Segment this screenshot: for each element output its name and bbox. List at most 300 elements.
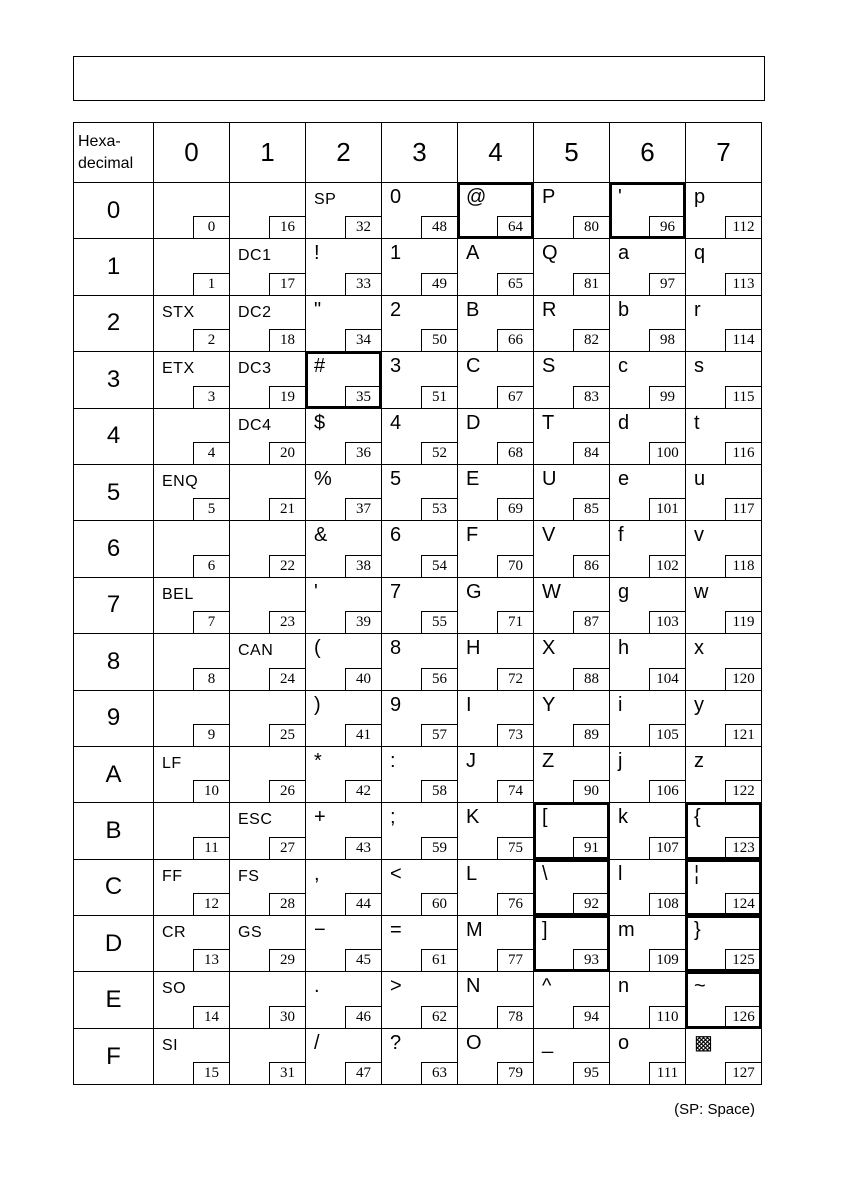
character-symbol: ( <box>314 637 321 660</box>
code-cell-52 <box>382 408 458 464</box>
decimal-code: 14 <box>193 1006 229 1028</box>
decimal-code: 96 <box>649 216 685 238</box>
character-symbol: x <box>694 637 704 660</box>
code-cell-73 <box>458 690 534 746</box>
decimal-code: 38 <box>345 555 381 577</box>
code-cell-43 <box>306 803 382 859</box>
code-cell-45 <box>306 916 382 972</box>
row-header-E: E <box>74 972 154 1028</box>
decimal-code: 27 <box>269 837 305 859</box>
decimal-code: 50 <box>421 329 457 351</box>
decimal-code: 118 <box>725 555 761 577</box>
character-code-table <box>73 122 762 1085</box>
code-cell-110 <box>610 972 686 1028</box>
row-header-3: 3 <box>74 352 154 408</box>
code-cell-92 <box>534 859 610 915</box>
code-cell-106 <box>610 746 686 802</box>
code-cell-41 <box>306 690 382 746</box>
code-cell-80 <box>534 183 610 239</box>
table-row <box>74 577 762 633</box>
character-symbol: p <box>694 186 706 208</box>
code-cell-48 <box>382 183 458 239</box>
decimal-code: 41 <box>345 724 381 746</box>
decimal-code: 3 <box>193 386 229 408</box>
decimal-code: 20 <box>269 442 305 464</box>
header-row <box>74 123 762 183</box>
decimal-code: 15 <box>193 1062 229 1084</box>
table-body <box>74 183 762 1085</box>
code-cell-100 <box>610 408 686 464</box>
code-cell-104 <box>610 634 686 690</box>
character-symbol: b <box>618 298 630 321</box>
decimal-code: 89 <box>573 724 609 746</box>
character-symbol: h <box>618 637 630 660</box>
table-row <box>74 746 762 802</box>
decimal-code: 110 <box>649 1006 685 1028</box>
decimal-code: 92 <box>573 893 609 915</box>
table-row <box>74 408 762 464</box>
decimal-code: 0 <box>193 216 229 238</box>
column-header-3: 3 <box>382 123 458 183</box>
row-header-4: 4 <box>74 408 154 464</box>
code-cell-126 <box>686 972 762 1028</box>
row-header-9: 9 <box>74 690 154 746</box>
character-symbol: Z <box>542 749 555 772</box>
code-cell-8 <box>154 634 230 690</box>
character-symbol: * <box>314 749 322 772</box>
character-symbol: SO <box>162 980 187 998</box>
character-symbol: ; <box>390 806 396 829</box>
character-symbol: Y <box>542 693 556 716</box>
character-symbol: d <box>618 411 630 434</box>
code-cell-36 <box>306 408 382 464</box>
character-symbol: B <box>466 298 480 321</box>
decimal-code: 79 <box>497 1062 533 1084</box>
table-row <box>74 1028 762 1084</box>
code-cell-19 <box>230 352 306 408</box>
decimal-code: 4 <box>193 442 229 464</box>
decimal-code: 33 <box>345 273 381 295</box>
code-cell-102 <box>610 521 686 577</box>
character-symbol: v <box>694 524 704 547</box>
row-header-C: C <box>74 859 154 915</box>
decimal-code: 31 <box>269 1062 305 1084</box>
table-row <box>74 239 762 295</box>
code-cell-5 <box>154 464 230 520</box>
code-cell-6 <box>154 521 230 577</box>
code-cell-121 <box>686 690 762 746</box>
character-symbol: L <box>466 862 478 885</box>
character-symbol: 6 <box>390 524 402 547</box>
character-symbol: FS <box>238 867 260 885</box>
character-symbol: CAN <box>238 642 274 660</box>
decimal-code: 72 <box>497 668 533 690</box>
decimal-code: 112 <box>725 216 761 238</box>
code-cell-72 <box>458 634 534 690</box>
decimal-code: 43 <box>345 837 381 859</box>
decimal-code: 86 <box>573 555 609 577</box>
character-symbol: ESC <box>238 811 273 829</box>
decimal-code: 25 <box>269 724 305 746</box>
decimal-code: 42 <box>345 780 381 802</box>
decimal-code: 122 <box>725 780 761 802</box>
title-box <box>73 56 765 101</box>
column-header-6: 6 <box>610 123 686 183</box>
character-symbol: G <box>466 580 482 603</box>
decimal-code: 124 <box>725 893 761 915</box>
code-cell-83 <box>534 352 610 408</box>
decimal-code: 12 <box>193 893 229 915</box>
row-header-5: 5 <box>74 464 154 520</box>
character-symbol: y <box>694 693 704 716</box>
code-cell-35 <box>306 352 382 408</box>
decimal-code: 119 <box>725 611 761 633</box>
character-symbol: 0 <box>390 186 402 208</box>
code-cell-24 <box>230 634 306 690</box>
character-symbol: ? <box>390 1031 402 1054</box>
decimal-code: 11 <box>193 837 229 859</box>
code-cell-89 <box>534 690 610 746</box>
decimal-code: 69 <box>497 498 533 520</box>
code-cell-85 <box>534 464 610 520</box>
code-cell-29 <box>230 916 306 972</box>
character-symbol: w <box>694 580 709 603</box>
character-symbol: R <box>542 298 557 321</box>
table-row <box>74 859 762 915</box>
code-cell-11 <box>154 803 230 859</box>
character-symbol: BEL <box>162 585 194 603</box>
character-symbol: H <box>466 637 481 660</box>
character-symbol: n <box>618 975 630 998</box>
character-symbol: 8 <box>390 637 402 660</box>
decimal-code: 95 <box>573 1062 609 1084</box>
decimal-code: 36 <box>345 442 381 464</box>
character-symbol: . <box>314 975 320 998</box>
decimal-code: 66 <box>497 329 533 351</box>
decimal-code: 101 <box>649 498 685 520</box>
code-cell-118 <box>686 521 762 577</box>
character-symbol: { <box>694 806 701 829</box>
character-symbol: ¦ <box>694 862 700 885</box>
code-cell-34 <box>306 295 382 351</box>
decimal-code: 39 <box>345 611 381 633</box>
character-symbol: 9 <box>390 693 402 716</box>
row-header-F: F <box>74 1028 154 1084</box>
decimal-code: 49 <box>421 273 457 295</box>
decimal-code: 104 <box>649 668 685 690</box>
decimal-code: 52 <box>421 442 457 464</box>
table-row <box>74 803 762 859</box>
code-cell-70 <box>458 521 534 577</box>
character-symbol: [ <box>542 806 548 829</box>
code-cell-64 <box>458 183 534 239</box>
character-symbol: z <box>694 749 704 772</box>
row-header-2: 2 <box>74 295 154 351</box>
character-symbol: M <box>466 919 483 942</box>
character-symbol: m <box>618 919 635 942</box>
character-symbol: O <box>466 1031 482 1054</box>
decimal-code: 18 <box>269 329 305 351</box>
code-cell-93 <box>534 916 610 972</box>
character-symbol: STX <box>162 303 195 321</box>
code-cell-127 <box>686 1028 762 1084</box>
code-cell-82 <box>534 295 610 351</box>
decimal-code: 59 <box>421 837 457 859</box>
corner-line-2: decimal <box>78 154 134 172</box>
decimal-code: 108 <box>649 893 685 915</box>
decimal-code: 81 <box>573 273 609 295</box>
code-cell-44 <box>306 859 382 915</box>
character-symbol: J <box>466 749 476 772</box>
code-cell-79 <box>458 1028 534 1084</box>
character-symbol: ETX <box>162 360 195 378</box>
decimal-code: 35 <box>345 386 381 408</box>
decimal-code: 111 <box>649 1062 685 1084</box>
code-cell-103 <box>610 577 686 633</box>
character-symbol: : <box>390 749 396 772</box>
row-header-7: 7 <box>74 577 154 633</box>
code-cell-101 <box>610 464 686 520</box>
decimal-code: 106 <box>649 780 685 802</box>
decimal-code: 62 <box>421 1006 457 1028</box>
code-cell-88 <box>534 634 610 690</box>
decimal-code: 68 <box>497 442 533 464</box>
footnote: (SP: Space) <box>674 1101 755 1118</box>
decimal-code: 32 <box>345 216 381 238</box>
character-symbol: 1 <box>390 242 402 265</box>
character-symbol: = <box>390 919 402 942</box>
character-symbol: l <box>618 862 623 885</box>
code-cell-114 <box>686 295 762 351</box>
decimal-code: 44 <box>345 893 381 915</box>
decimal-code: 77 <box>497 949 533 971</box>
decimal-code: 105 <box>649 724 685 746</box>
decimal-code: 16 <box>269 216 305 238</box>
code-cell-68 <box>458 408 534 464</box>
code-cell-57 <box>382 690 458 746</box>
character-symbol: − <box>314 919 326 942</box>
code-cell-28 <box>230 859 306 915</box>
column-header-1: 1 <box>230 123 306 183</box>
code-cell-96 <box>610 183 686 239</box>
row-header-1: 1 <box>74 239 154 295</box>
decimal-code: 63 <box>421 1062 457 1084</box>
decimal-code: 109 <box>649 949 685 971</box>
code-cell-63 <box>382 1028 458 1084</box>
character-symbol: 2 <box>390 298 402 321</box>
character-symbol: r <box>694 298 701 321</box>
code-cell-18 <box>230 295 306 351</box>
code-cell-50 <box>382 295 458 351</box>
decimal-code: 115 <box>725 386 761 408</box>
decimal-code: 67 <box>497 386 533 408</box>
code-cell-17 <box>230 239 306 295</box>
character-symbol: @ <box>466 186 487 208</box>
decimal-code: 97 <box>649 273 685 295</box>
decimal-code: 19 <box>269 386 305 408</box>
code-cell-40 <box>306 634 382 690</box>
decimal-code: 61 <box>421 949 457 971</box>
character-symbol: GS <box>238 924 263 942</box>
decimal-code: 91 <box>573 837 609 859</box>
decimal-code: 10 <box>193 780 229 802</box>
character-symbol: + <box>314 806 326 829</box>
code-cell-3 <box>154 352 230 408</box>
code-cell-21 <box>230 464 306 520</box>
row-header-6: 6 <box>74 521 154 577</box>
code-cell-99 <box>610 352 686 408</box>
code-cell-60 <box>382 859 458 915</box>
decimal-code: 37 <box>345 498 381 520</box>
character-symbol: g <box>618 580 630 603</box>
character-symbol: , <box>314 862 320 885</box>
code-cell-33 <box>306 239 382 295</box>
decimal-code: 57 <box>421 724 457 746</box>
code-cell-119 <box>686 577 762 633</box>
code-cell-86 <box>534 521 610 577</box>
code-cell-94 <box>534 972 610 1028</box>
code-cell-116 <box>686 408 762 464</box>
code-cell-108 <box>610 859 686 915</box>
character-symbol: e <box>618 467 630 490</box>
decimal-code: 55 <box>421 611 457 633</box>
code-cell-78 <box>458 972 534 1028</box>
character-symbol: C <box>466 355 481 378</box>
character-symbol: c <box>618 355 628 378</box>
character-symbol: A <box>466 242 480 265</box>
corner-line-1: Hexa- <box>78 132 121 150</box>
code-cell-47 <box>306 1028 382 1084</box>
code-cell-84 <box>534 408 610 464</box>
row-header-0: 0 <box>74 183 154 239</box>
character-symbol: t <box>694 411 700 434</box>
decimal-code: 78 <box>497 1006 533 1028</box>
code-cell-122 <box>686 746 762 802</box>
character-symbol: I <box>466 693 472 716</box>
code-cell-120 <box>686 634 762 690</box>
code-cell-74 <box>458 746 534 802</box>
decimal-code: 90 <box>573 780 609 802</box>
code-cell-125 <box>686 916 762 972</box>
code-cell-55 <box>382 577 458 633</box>
character-symbol: < <box>390 862 402 885</box>
code-cell-4 <box>154 408 230 464</box>
character-symbol: > <box>390 975 402 998</box>
character-symbol: DC3 <box>238 360 272 378</box>
decimal-code: 53 <box>421 498 457 520</box>
code-cell-13 <box>154 916 230 972</box>
code-cell-0 <box>154 183 230 239</box>
code-cell-65 <box>458 239 534 295</box>
character-symbol: ~ <box>694 975 706 998</box>
decimal-code: 47 <box>345 1062 381 1084</box>
character-symbol: 7 <box>390 580 402 603</box>
code-cell-27 <box>230 803 306 859</box>
character-symbol: u <box>694 467 706 490</box>
code-cell-67 <box>458 352 534 408</box>
character-symbol: q <box>694 242 706 265</box>
decimal-code: 48 <box>421 216 457 238</box>
code-cell-22 <box>230 521 306 577</box>
code-cell-59 <box>382 803 458 859</box>
code-cell-54 <box>382 521 458 577</box>
decimal-code: 9 <box>193 724 229 746</box>
character-symbol: o <box>618 1031 630 1054</box>
character-symbol: E <box>466 467 480 490</box>
decimal-code: 75 <box>497 837 533 859</box>
decimal-code: 83 <box>573 386 609 408</box>
decimal-code: 65 <box>497 273 533 295</box>
decimal-code: 7 <box>193 611 229 633</box>
decimal-code: 28 <box>269 893 305 915</box>
code-cell-46 <box>306 972 382 1028</box>
code-cell-91 <box>534 803 610 859</box>
character-symbol: k <box>618 806 628 829</box>
character-symbol: DC2 <box>238 303 272 321</box>
decimal-code: 60 <box>421 893 457 915</box>
code-cell-12 <box>154 859 230 915</box>
decimal-code: 40 <box>345 668 381 690</box>
table-row <box>74 916 762 972</box>
character-symbol: ▩ <box>694 1031 713 1054</box>
character-symbol: Q <box>542 242 558 265</box>
code-cell-42 <box>306 746 382 802</box>
character-symbol: FF <box>162 867 183 885</box>
column-header-5: 5 <box>534 123 610 183</box>
code-cell-62 <box>382 972 458 1028</box>
table-row <box>74 521 762 577</box>
decimal-code: 107 <box>649 837 685 859</box>
decimal-code: 26 <box>269 780 305 802</box>
decimal-code: 46 <box>345 1006 381 1028</box>
table-row <box>74 464 762 520</box>
code-cell-75 <box>458 803 534 859</box>
character-symbol: _ <box>542 1031 554 1054</box>
decimal-code: 8 <box>193 668 229 690</box>
code-cell-30 <box>230 972 306 1028</box>
decimal-code: 56 <box>421 668 457 690</box>
character-symbol: N <box>466 975 481 998</box>
code-cell-37 <box>306 464 382 520</box>
decimal-code: 123 <box>725 837 761 859</box>
decimal-code: 71 <box>497 611 533 633</box>
character-symbol: ! <box>314 242 320 265</box>
code-cell-87 <box>534 577 610 633</box>
character-symbol: % <box>314 467 332 490</box>
decimal-code: 21 <box>269 498 305 520</box>
code-cell-15 <box>154 1028 230 1084</box>
column-header-0: 0 <box>154 123 230 183</box>
character-symbol: ] <box>542 919 548 942</box>
character-symbol: CR <box>162 924 187 942</box>
code-cell-109 <box>610 916 686 972</box>
decimal-code: 24 <box>269 668 305 690</box>
code-cell-77 <box>458 916 534 972</box>
table-row <box>74 972 762 1028</box>
decimal-code: 93 <box>573 949 609 971</box>
code-cell-23 <box>230 577 306 633</box>
code-cell-115 <box>686 352 762 408</box>
decimal-code: 100 <box>649 442 685 464</box>
character-symbol: K <box>466 806 480 829</box>
character-symbol: DC1 <box>238 247 272 265</box>
character-symbol: W <box>542 580 561 603</box>
character-symbol: ' <box>618 186 622 208</box>
code-cell-53 <box>382 464 458 520</box>
table-row <box>74 352 762 408</box>
code-cell-49 <box>382 239 458 295</box>
character-symbol: ) <box>314 693 321 716</box>
